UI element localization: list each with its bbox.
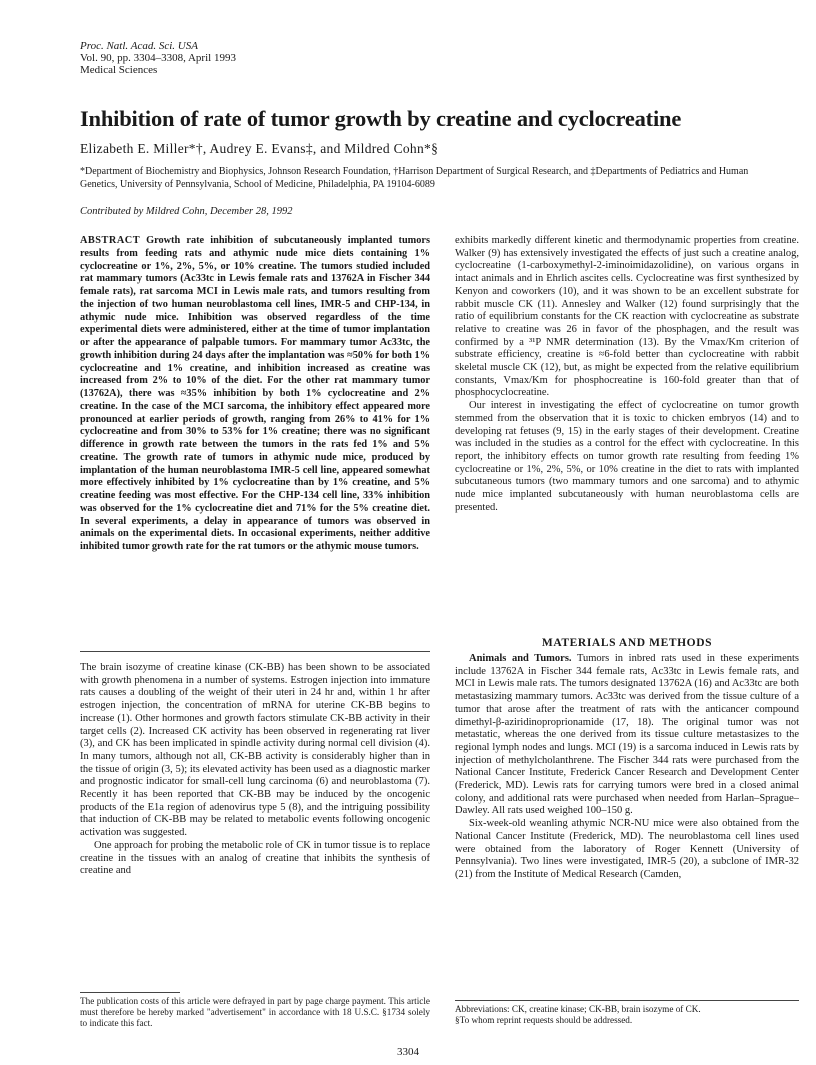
right-column-text bbox=[455, 235, 799, 631]
methods-run-in-heading: Animals and Tumors. bbox=[469, 653, 572, 664]
right-paragraph-2: Our interest in investigating the effect of cyclocreatine on tumor growth stemmed from the observation that it is toxic to chicken embryos (14) and to developing rat fetuses (9, 15) in the early stages of their development. Creatine was included in the studies as a control for the effect with cyclocreatine. In this report, the inhibitory effects on tumor growth rate resulting from feeding 1% cyclocreatine or 1%, 2%, 5%, or 10% creatine in the diet to rats with implanted subcutaneous tumors (two mammary tumors and one sarcoma) and to athymic nude mice implanted subcutaneously with human neuroblastoma cells are presented. bbox=[455, 400, 799, 513]
journal-volume-line: Vol. 90, pp. 3304–3308, April 1993 bbox=[80, 52, 236, 64]
intro-paragraph-1: The brain isozyme of creatine kinase (CK-BB) has been shown to be associated with growth phenomena in a number of systems. Estrogen injection into immature rats causes a doubling of the weight of their uteri in 24 hr and, within 1 hr after estrogen injection, the concentration of mRNA for uterine CK-BB begins to increase (1). Other hormones and growth factors stimulate CK-BB activity in their target cells (2). Increased CK activity has been observed in regenerating rat liver (3), and CK has been implicated in spindle activity during normal cell division (4). In many tumors, although not all, CK-BB activity is considerably higher than in the tissue of origin (3, 5); its elevated activity has been used as a diagnostic marker and prognostic indicator for small-cell lung carcinoma (6) and neuroblastoma (7). Recently it has been reported that CK-BB may be induced by the oncogenic products of the E1a region of adenovirus type 5 (8), and the intriguing possibility that induction of CK-BB may be related to metabolic events following oncogenic activation was suggested. bbox=[80, 662, 430, 839]
abstract bbox=[80, 235, 430, 643]
abbreviations-footnote bbox=[455, 1004, 799, 1026]
page-number: 3304 bbox=[397, 1046, 419, 1058]
abstract-label: ABSTRACT bbox=[80, 235, 141, 246]
publication-cost-footnote: The publication costs of this article were defrayed in part by page charge payment. This article must therefore be hereby marked "advertisement" in accordance with 18 U.S.C. §1734 solely to indicate this fact. bbox=[80, 996, 430, 1028]
methods-section bbox=[455, 653, 799, 988]
methods-paragraph-2: Six-week-old weanling athymic NCR-NU mice were also obtained from the National Cancer Institute (Frederick, MD). The neuroblastoma cell lines used were obtained from the laboratory of Roger Kennett (University of Pennsylvania). Two lines were investigated, IMR-5 (20), a subclone of IMR-32 (21) from the Institute of Medical Research (Camden, bbox=[455, 818, 799, 880]
abstract-text: Growth rate inhibition of subcutaneously implanted tumors results from feeding rats and athymic nude mice diets containing 1% cyclocreatine or 1%, 2%, 5%, or 10% creatine. The tumors studied included rat mammary tumors (Ac33tc in Lewis female rats and 13762A in Fischer 344 female rats), rat sarcoma MCI in Lewis male rats, and tumors resulting from the injection of two human neuroblastoma cell lines, IMR-5 and CHP-134, in athymic nude mice. Inhibition was observed regardless of the time experimental diets were administered, either at the time of tumor implantation or after the appearance of palpable tumors. For mammary tumor Ac33tc, the growth inhibition during 24 days after the implantation was ≈50% for both 1% cyclocreatine and 1% creatine, and inhibition increased as creatine was increased from 2% to 10% of the diet. For the other rat mammary tumor (13762A), there was ≈35% inhibition by both 1% cyclocreatine and 2% creatine. In the case of the MCI sarcoma, the inhibitory effect appeared more pronounced at earlier periods of growth, ranging from 26% to 41% for 1% cyclocreatine and from 30% to 53% for 1% creatine; there was no significant difference in growth rate between the tumors in the rats fed 1% and 5% creatine. The growth rate of tumors in athymic nude mice, produced by implantation of the human neuroblastoma IMR-5 cell line, appeared somewhat more effectively inhibited by 1% cyclocreatine than by 1% creatine, and 5% creatine feeding was most effective. For the CHP-134 cell line, 33% inhibition was observed for the 1% cyclocreatine diet and 71% for the 5% creatine diet. In several experiments, a delay in appearance of tumors was observed in animals on the experimental diets. In occasional experiments, neither additive inhibited tumor growth rate for the rat tumors or the athymic mouse tumors. bbox=[80, 235, 430, 552]
abbreviations: Abbreviations: CK, creatine kinase; CK-BB, brain isozyme of CK. bbox=[455, 1004, 701, 1014]
reprint-note: §To whom reprint requests should be addressed. bbox=[455, 1015, 633, 1025]
journal-name: Proc. Natl. Acad. Sci. USA bbox=[80, 40, 198, 52]
introduction bbox=[80, 662, 430, 987]
journal-header bbox=[80, 40, 236, 76]
footnote-divider-left bbox=[80, 992, 180, 993]
article-title: Inhibition of rate of tumor growth by creatine and cyclocreatine bbox=[80, 106, 682, 131]
methods-paragraph-1 bbox=[455, 653, 799, 818]
abstract-divider bbox=[80, 651, 430, 652]
methods-paragraph-1-text: Tumors in inbred rats used in these experiments include 13762A in Fischer 344 female rats, Ac33tc in Lewis female rats, and MCI in Lewis male rats. The tumors designated 13762A (16) and Ac33tc are both metastasizing mammary tumors. Ac33tc was derived from the tissue culture of a tumor that arose after the treatment of rats with the anticancer compound dimethyl-β-aziridinoproprionamide (17, 18). The original tumor was not metastatic, whereas the one derived from its tissue culture metastasizes to the regional lymph nodes and lungs. MCI (19) is a sarcoma induced in Lewis rats by injection of methylcholanthrene. The Fischer 344 rats were purchased from the National Cancer Institute, Frederick Cancer Research and Development Center (Frederick, MD). Lewis rats for carrying tumors were bred in a closed animal colony, and additional rats were purchased when needed from Harlan–Sprague–Dawley. All rats used weighed 100–150 g. bbox=[455, 653, 799, 817]
footnote-divider-right bbox=[455, 1000, 799, 1001]
author-list: Elizabeth E. Miller*†, Audrey E. Evans‡, and Mildred Cohn*§ bbox=[80, 141, 439, 156]
methods-heading: MATERIALS AND METHODS bbox=[541, 637, 713, 649]
journal-section: Medical Sciences bbox=[80, 64, 158, 76]
affiliations: *Department of Biochemistry and Biophysics, Johnson Research Foundation, †Harrison Department of Surgical Research, and ‡Departments of Pediatrics and Human Genetics, University of Pennsylvania, School of Medicine, Philadelphia, PA 19104-6089 bbox=[80, 166, 749, 190]
intro-paragraph-2: One approach for probing the metabolic role of CK in tumor tissue is to replace creatine in the tissues with an analog of creatine that inhibits the synthesis of creatine and bbox=[80, 839, 430, 877]
right-paragraph-1: exhibits markedly different kinetic and thermodynamic properties from creatine. Walker (9) has extensively investigated the effects of just such a creatine analog, cyclocreatine (1-carboxymethyl-2-iminoimidazolidine), on various organs in intact animals and in Ehrlich ascites cells. Cyclocreatine was first synthesized by Kenyon and coworkers (10), and it was shown to be an excellent substrate for rabbit muscle CK (11). Annesley and Walker (12) found surprisingly that the ratio of equilibrium constants for the CK reaction with cyclocreatine as substrate relative to creatine was 26 in favor of the phosphagen, and the result was confirmed by a ³¹P NMR determination (13). By the Vmax/Km criterion of substrate efficiency, creatine is ≈6-fold better than cyclocreatine with rabbit skeletal muscle CK (12), but, as might be expected from the relative equilibrium constants, Vmax/Km for phosphocreatine is 160-fold greater than that of phosphocyclocreatine. bbox=[455, 235, 799, 399]
contributed-by: Contributed by Mildred Cohn, December 28, 1992 bbox=[80, 206, 293, 217]
